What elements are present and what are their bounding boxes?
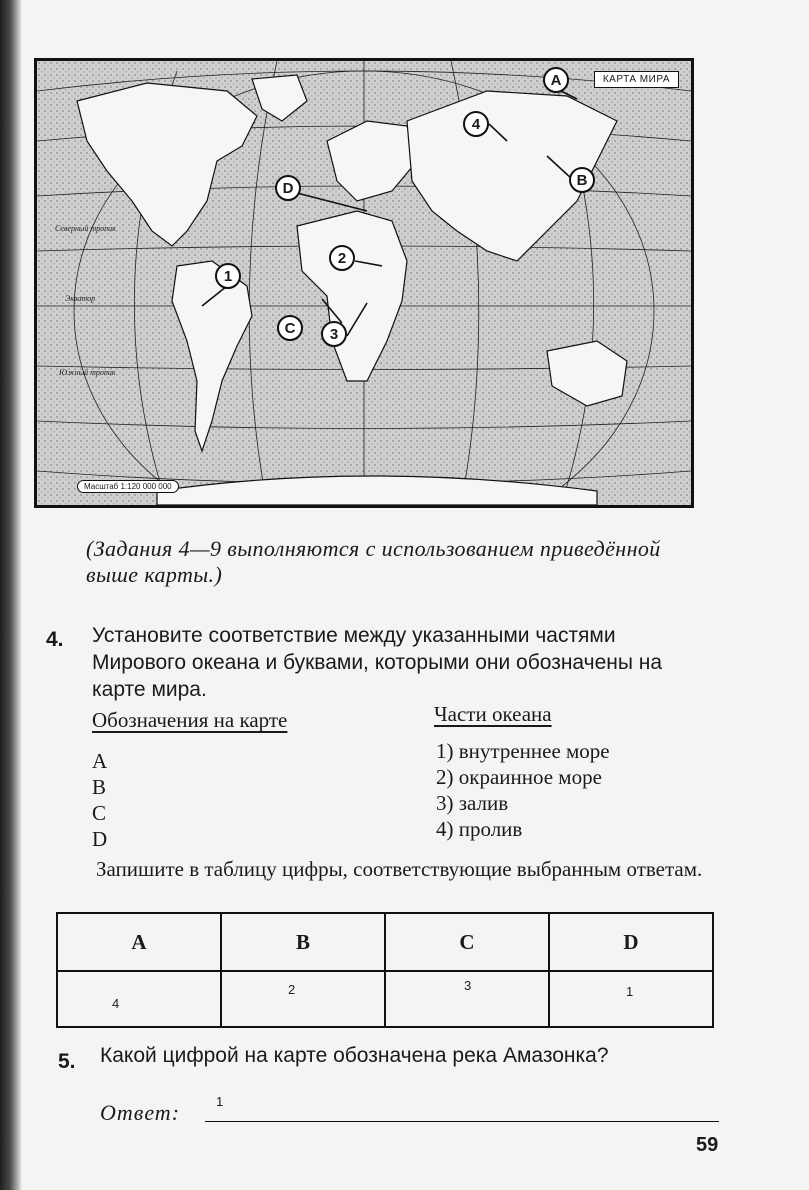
ocean-part-item: 1) внутреннее море xyxy=(436,739,610,763)
answer-table xyxy=(56,912,714,1028)
answer-cell-d[interactable] xyxy=(549,971,713,1027)
answer-table-header-c: C xyxy=(385,913,549,971)
designation-item: C xyxy=(92,801,107,825)
question-5-number: 5. xyxy=(58,1050,76,1073)
answer-cell-b[interactable] xyxy=(221,971,385,1027)
map-designations-title: Обозначения на карте xyxy=(92,708,288,732)
ocean-parts-title: Части океана xyxy=(434,702,552,726)
designation-item: B xyxy=(92,775,107,799)
answer-table-values-row xyxy=(57,971,713,1027)
answer-table-header-a: A xyxy=(57,913,221,971)
world-map xyxy=(34,58,694,508)
map-marker-3: 3 xyxy=(321,321,347,347)
map-marker-d: D xyxy=(275,175,301,201)
map-scale: Масштаб 1:120 000 000 xyxy=(77,480,179,493)
tropic-north-label: Северный тропик xyxy=(55,224,116,233)
ocean-part-item: 4) пролив xyxy=(436,817,523,841)
map-marker-2: 2 xyxy=(329,245,355,271)
world-map-drawing xyxy=(37,61,691,505)
answer-value-b: 2 xyxy=(288,982,296,997)
answer-table-header-b: B xyxy=(221,913,385,971)
question-5-answer: 1 xyxy=(216,1094,224,1109)
answer-cell-c[interactable] xyxy=(385,971,549,1027)
tropic-south-label: Южный тропик xyxy=(59,368,116,377)
page-number: 59 xyxy=(696,1134,719,1156)
map-marker-b: B xyxy=(569,167,595,193)
question-4-number: 4. xyxy=(46,628,64,651)
designation-item: D xyxy=(92,827,108,851)
page-binding-shadow xyxy=(0,0,22,1190)
designation-item: A xyxy=(92,749,108,773)
equator-label: Экватор xyxy=(65,294,96,303)
answer-value-d: 1 xyxy=(626,984,634,999)
answer-value-a: 4 xyxy=(112,996,120,1011)
answer-table-header-d: D xyxy=(549,913,713,971)
map-title: КАРТА МИРА xyxy=(594,71,679,88)
question-4-text: Установите соответствие между указанными частями Мирового океана и буквами, которыми они обозначены на карте мира. xyxy=(92,624,663,701)
ocean-part-item: 3) залив xyxy=(436,791,509,815)
map-marker-1: 1 xyxy=(215,263,241,289)
answer-table-header-row xyxy=(57,913,713,971)
answer-cell-a[interactable] xyxy=(57,971,221,1027)
map-marker-c: C xyxy=(277,315,303,341)
map-marker-a: A xyxy=(543,67,569,93)
table-instruction: Запишите в таблицу цифры, соответствующие выбранным ответам. xyxy=(96,857,703,881)
tasks-note: (Задания 4—9 выполняются с использованием приведённой выше карты.) xyxy=(86,536,661,587)
map-marker-4: 4 xyxy=(463,111,489,137)
answer-line[interactable] xyxy=(205,1121,719,1122)
answer-value-c: 3 xyxy=(464,978,472,993)
answer-label: Ответ: xyxy=(100,1100,181,1125)
question-5-text: Какой цифрой на карте обозначена река Амазонка? xyxy=(100,1044,609,1067)
ocean-part-item: 2) окраинное море xyxy=(436,765,602,789)
